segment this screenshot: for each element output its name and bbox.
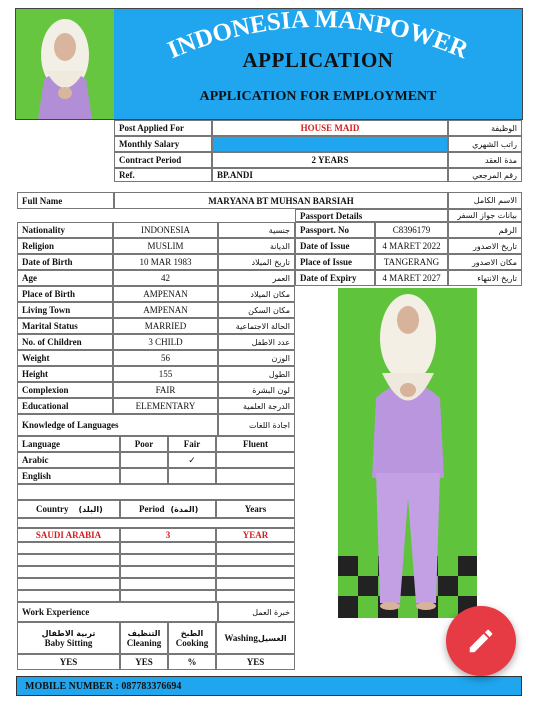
personal-value: FAIR — [113, 382, 218, 398]
personal-arabic: الديانة — [218, 238, 295, 254]
personal-arabic: جنسية — [218, 222, 295, 238]
skill-label: Cleaning — [126, 637, 162, 648]
skill-label: Cooking — [175, 637, 209, 648]
exp-years: YEAR — [216, 528, 295, 542]
passport-value: 4 MARET 2022 — [375, 238, 448, 254]
ref-value: BP.ANDI — [212, 168, 448, 182]
salary-value — [212, 136, 448, 152]
personal-label: Height — [17, 366, 113, 382]
personal-arabic: لون البشرة — [218, 382, 295, 398]
lang-col-poor: Poor — [120, 436, 168, 452]
lang-poor — [120, 468, 168, 484]
skill-value: YES — [216, 654, 295, 670]
exp-col-country-arabic: (البلد) — [78, 504, 103, 514]
exp-empty-cell — [216, 578, 295, 590]
exp-col-country — [17, 500, 120, 518]
lang-spacer-row — [17, 484, 295, 500]
personal-value: AMPENAN — [113, 286, 218, 302]
passport-value: C8396179 — [375, 222, 448, 238]
exp-spacer-row — [17, 518, 295, 528]
mobile-number-bar: MOBILE NUMBER : 087783376694 — [16, 676, 522, 696]
personal-label: Nationality — [17, 222, 113, 238]
work-experience-arabic: خبرة العمل — [218, 602, 295, 622]
personal-arabic: تاريخ الميلاد — [218, 254, 295, 270]
skill-washing — [216, 622, 295, 654]
post-label: Post Applied For — [114, 120, 212, 136]
personal-label: Religion — [17, 238, 113, 254]
exp-empty-cell — [17, 554, 120, 566]
personal-label: No. of Children — [17, 334, 113, 350]
period-value: 2 YEARS — [212, 152, 448, 168]
exp-empty-cell — [120, 566, 216, 578]
passport-heading: Passport Details — [295, 209, 448, 222]
skill-value: % — [168, 654, 216, 670]
header-title-arc: INDONESIA MANPOWER — [163, 9, 472, 59]
passport-label: Date of Expiry — [295, 270, 375, 286]
personal-value: ELEMENTARY — [113, 398, 218, 414]
personal-arabic: عدد الاطفل — [218, 334, 295, 350]
personal-arabic: العمر — [218, 270, 295, 286]
personal-arabic: الطول — [218, 366, 295, 382]
applicant-photo-small — [16, 9, 114, 119]
applicant-photo-full — [338, 288, 477, 618]
personal-value: 42 — [113, 270, 218, 286]
skill-baby-sitting — [17, 622, 120, 654]
post-arabic: الوظيفة — [448, 120, 522, 136]
exp-period: 3 — [120, 528, 216, 542]
exp-empty-cell — [120, 578, 216, 590]
lang-poor — [120, 452, 168, 468]
personal-arabic: الدرجة العلمية — [218, 398, 295, 414]
personal-label: Weight — [17, 350, 113, 366]
passport-heading-arabic: بيانات جواز السفر — [448, 209, 522, 222]
header-title: APPLICATION — [242, 48, 394, 72]
exp-empty-cell — [17, 590, 120, 602]
exp-col-period-label: Period — [139, 504, 165, 514]
personal-value: 56 — [113, 350, 218, 366]
fullname-arabic: الاسم الكامل — [448, 192, 522, 209]
skill-label: Washing — [224, 633, 258, 643]
pencil-icon — [466, 626, 496, 656]
skill-value: YES — [17, 654, 120, 670]
exp-country: SAUDI ARABIA — [17, 528, 120, 542]
fullname-value: MARYANA BT MUHSAN BARSIAH — [114, 192, 448, 209]
skill-label: Baby Sitting — [44, 637, 93, 648]
salary-arabic: راتب الشهري — [448, 136, 522, 152]
languages-heading: Knowledge of Languages — [17, 414, 218, 436]
exp-col-country-label: Country — [36, 504, 69, 514]
personal-value: 155 — [113, 366, 218, 382]
passport-arabic: تاريخ الاصدور — [448, 238, 522, 254]
passport-value: TANGERANG — [375, 254, 448, 270]
applicant-portrait-icon — [16, 9, 114, 119]
lang-fluent — [216, 468, 295, 484]
personal-label: Complexion — [17, 382, 113, 398]
lang-col-fluent: Fluent — [216, 436, 295, 452]
personal-arabic: الحالة الاجتماعية — [218, 318, 295, 334]
fullname-label: Full Name — [17, 192, 114, 209]
edit-fab-button[interactable] — [446, 606, 516, 676]
exp-empty-cell — [216, 554, 295, 566]
personal-value: 3 CHILD — [113, 334, 218, 350]
passport-arabic: تاريخ الانتهاء — [448, 270, 522, 286]
exp-empty-cell — [120, 590, 216, 602]
skill-cooking — [168, 622, 216, 654]
period-arabic: مدة العقد — [448, 152, 522, 168]
skill-arabic: التنظيف — [127, 628, 161, 638]
exp-empty-cell — [17, 566, 120, 578]
personal-value: AMPENAN — [113, 302, 218, 318]
lang-fair — [168, 468, 216, 484]
personal-value: MUSLIM — [113, 238, 218, 254]
lang-col-fair: Fair — [168, 436, 216, 452]
passport-label: Date of Issue — [295, 238, 375, 254]
exp-col-years: Years — [216, 500, 295, 518]
skill-cleaning — [120, 622, 168, 654]
languages-heading-arabic: اجادة اللغات — [218, 414, 295, 436]
personal-arabic: الوزن — [218, 350, 295, 366]
applicant-fullbody-icon — [338, 288, 477, 618]
skill-arabic: تربية الاطفال — [41, 628, 96, 638]
personal-label: Age — [17, 270, 113, 286]
period-label: Contract Period — [114, 152, 212, 168]
passport-arabic: مكان الاصدور — [448, 254, 522, 270]
personal-value: 10 MAR 1983 — [113, 254, 218, 270]
lang-fluent — [216, 452, 295, 468]
skill-value: YES — [120, 654, 168, 670]
lang-fair: ✓ — [168, 452, 216, 468]
ref-label: Ref. — [114, 168, 212, 182]
skill-arabic: الغسيل — [257, 633, 287, 643]
header-banner — [114, 9, 522, 119]
personal-label: Date of Birth — [17, 254, 113, 270]
personal-label: Place of Birth — [17, 286, 113, 302]
salary-label: Monthly Salary — [114, 136, 212, 152]
exp-col-period — [120, 500, 216, 518]
passport-arabic: الرقم — [448, 222, 522, 238]
personal-label: Living Town — [17, 302, 113, 318]
header-subtitle: APPLICATION FOR EMPLOYMENT — [199, 89, 437, 104]
lang-col-language: Language — [17, 436, 120, 452]
personal-arabic: مكان الميلاد — [218, 286, 295, 302]
exp-empty-cell — [17, 578, 120, 590]
personal-value: INDONESIA — [113, 222, 218, 238]
passport-label: Place of Issue — [295, 254, 375, 270]
personal-arabic: مكان السكن — [218, 302, 295, 318]
passport-value: 4 MARET 2027 — [375, 270, 448, 286]
ref-arabic: رقم المرجعي — [448, 168, 522, 182]
skill-arabic: الطبخ — [180, 628, 204, 638]
lang-name: Arabic — [17, 452, 120, 468]
exp-empty-cell — [17, 542, 120, 554]
exp-empty-cell — [120, 542, 216, 554]
post-value: HOUSE MAID — [212, 120, 448, 136]
exp-col-period-arabic: (المدة) — [170, 504, 199, 514]
exp-empty-cell — [216, 542, 295, 554]
personal-value: MARRIED — [113, 318, 218, 334]
passport-label: Passport. No — [295, 222, 375, 238]
personal-label: Marital Status — [17, 318, 113, 334]
exp-empty-cell — [120, 554, 216, 566]
exp-empty-cell — [216, 590, 295, 602]
lang-name: English — [17, 468, 120, 484]
exp-empty-cell — [216, 566, 295, 578]
work-experience-label: Work Experience — [17, 602, 218, 622]
personal-label: Educational — [17, 398, 113, 414]
